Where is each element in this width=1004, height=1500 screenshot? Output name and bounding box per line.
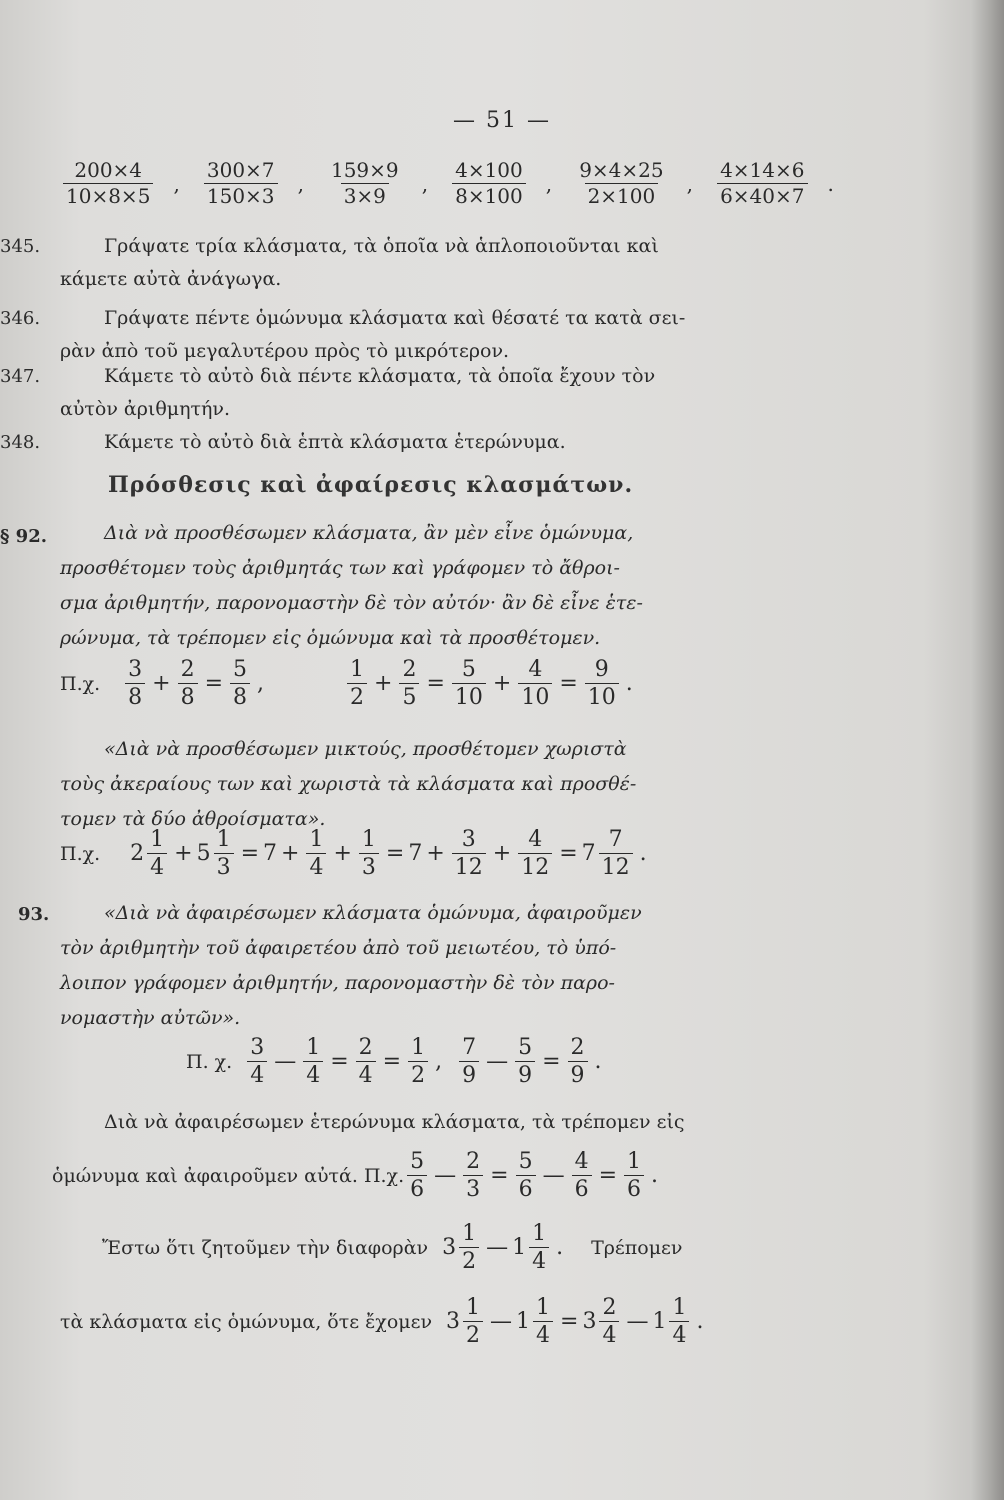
fraction: $\frac{2}{8}$	[178, 658, 198, 709]
fraction: $\frac{3}{8}$	[125, 658, 145, 709]
exercise-number: 348.	[0, 432, 41, 453]
exercise-fraction: $\frac{9\times 4\times 25}{2\times 100}$	[579, 158, 664, 208]
exercise-number: 345.	[0, 236, 41, 257]
section-number: 93.	[18, 904, 50, 925]
mixed-numbers-rule: «Διὰ νὰ προσθέσωμεν μικτούς, προσθέτομεν χωριστὰ τοὺς ἀκεραίους των καὶ χωριστὰ τὰ κλάσματα καὶ προσθέ- τομεν τὰ δύο ἀθροίσματα».	[60, 738, 637, 830]
fraction: $\frac{5}{8}$	[230, 658, 250, 709]
fraction: $\frac{1}{2}$	[347, 658, 367, 709]
difference-problem: Ἔστω ὅτι ζητοῦμεν τὴν διαφορὰν 3 $\frac{1}{2}$ — 1 $\frac{1}{4}$ . Τρέπομεν	[102, 1221, 683, 1275]
subtraction-example: Π. χ. $\frac{3}{4}$ — $\frac{1}{4}$ = $\frac{2}{4}$ = $\frac{1}{2}$ , $\frac{7}{9}$ — $\frac{5}{9}$ = $\frac{2}{9}$ .	[186, 1035, 602, 1089]
hetero-subtraction-text: Διὰ νὰ ἀφαιρέσωμεν ἑτερώνυμα κλάσματα, τὰ τρέπομεν εἰς	[104, 1111, 685, 1133]
common-denominator-example: τὰ κλάσματα εἰς ὁμώνυμα, ὅτε ἔχομεν 3 $\frac{1}{2}$ — 1 $\frac{1}{4}$ = 3 $\frac{2}{4}$ — 1 $\frac{1}{4}$ .	[60, 1295, 704, 1349]
exercise-fraction: $\frac{159\times 9}{3\times 9}$	[330, 158, 399, 208]
section-number: § 92.	[0, 526, 47, 547]
exercise-fraction: $\frac{300\times 7}{150\times 3}$	[204, 160, 278, 207]
fraction: $\frac{2}{5}$	[399, 658, 419, 709]
addition-example: Π.χ. $\frac{3}{8}$ + $\frac{2}{8}$ = $\frac{5}{8}$ , $\frac{1}{2}$ + $\frac{2}{5}$ = $\frac{5}{10}$ + $\frac{4}{10}$ = $\frac{9}{10}$ .	[60, 657, 633, 711]
page-edge-shadow	[970, 0, 1004, 1500]
hetero-subtraction-example: ὁμώνυμα καὶ ἀφαιροῦμεν αὐτά. Π.χ. $\frac{5}{6}$ — $\frac{2}{3}$ = $\frac{5}{6}$ — $\frac{4}{6}$ = $\frac{1}{6}$ .	[52, 1149, 658, 1203]
exercise-fraction: $\frac{4\times 100}{8\times 100}$	[452, 160, 526, 207]
section-92-text: Διὰ νὰ προσθέσωμεν κλάσματα, ἂν μὲν εἶνε ὁμώνυμα, προσθέτομεν τοὺς ἀριθμητάς των καὶ γράφομεν τὸ ἄθροι- σμα ἀριθμητήν, παρονομαστὴν δὲ τὸν αὐτόν· ἂν δὲ εἶνε ἑτε- ρώνυμα, τὰ τρέπομεν εἰς ὁμώνυμα καὶ τὰ προσθέτομεν.	[60, 522, 643, 649]
exercise-346: Γράψατε πέντε ὁμώνυμα κλάσματα καὶ θέσατέ τα κατὰ σει- ρὰν ἀπὸ τοῦ μεγαλυτέρου πρὸς τὸ μικρότερον.	[60, 307, 686, 362]
mixed-addition-example: Π.χ. 2 $\frac{1}{4}$ + 5 $\frac{1}{3}$ = 7 + $\frac{1}{4}$ + $\frac{1}{3}$ = 7 + $\frac{3}{12}$ + $\frac{4}{12}$ = 7 $\frac{7}{12}$ .	[60, 827, 647, 881]
exercise-fraction: $\frac{4\times 14\times 6}{6\times 40\times 7}$	[717, 160, 807, 207]
exercise-number: 346.	[0, 308, 41, 329]
section-heading: Πρόσθεσις καὶ ἀφαίρεσις κλασμάτων.	[108, 472, 634, 498]
exercise-number: 347.	[0, 366, 41, 387]
fraction: $\frac{4}{10}$	[518, 658, 552, 709]
exercise-347: Κάμετε τὸ αὐτὸ διὰ πέντε κλάσματα, τὰ ὁποῖα ἔχουν τὸν αὐτὸν ἀριθμητήν.	[60, 365, 656, 420]
section-93-text: «Διὰ νὰ ἀφαιρέσωμεν κλάσματα ὁμώνυμα, ἀφαιροῦμεν τὸν ἀριθμητὴν τοῦ ἀφαιρετέου ἀπὸ τοῦ μειωτέου, τὸ ὑπό- λοιπον γράφομεν ἀριθμητήν, παρονομαστὴν δὲ τὸν παρο- νομαστὴν αὐτῶν».	[60, 902, 642, 1029]
page-number: — 51 —	[453, 108, 551, 133]
exercise-fraction: $\frac{200\times 4}{10\times 8\times 5}$	[63, 160, 153, 207]
exercise-348: Κάμετε τὸ αὐτὸ διὰ ἑπτὰ κλάσματα ἑτερώνυμα.	[104, 431, 566, 453]
fraction: $\frac{9}{10}$	[585, 658, 619, 709]
exercise-345: Γράψατε τρία κλάσματα, τὰ ὁποῖα νὰ ἁπλοποιοῦνται καὶ κάμετε αὐτὰ ἀνάγωγα.	[60, 235, 659, 290]
exercise-fractions-row: $\frac{200\times 4}{10\times 8\times 5}$ , $\frac{300\times 7}{150\times 3}$ , $\frac{159\times 9}{3\times 9}$ , $\frac{4\times 100}{8\times 100}$ , $\frac{9\times 4\times 25}{2\times 100}$ , $\frac{4\times 14\times 6}{6\times 40\times 7}$ .	[60, 160, 840, 207]
fraction: $\frac{5}{10}$	[452, 658, 486, 709]
